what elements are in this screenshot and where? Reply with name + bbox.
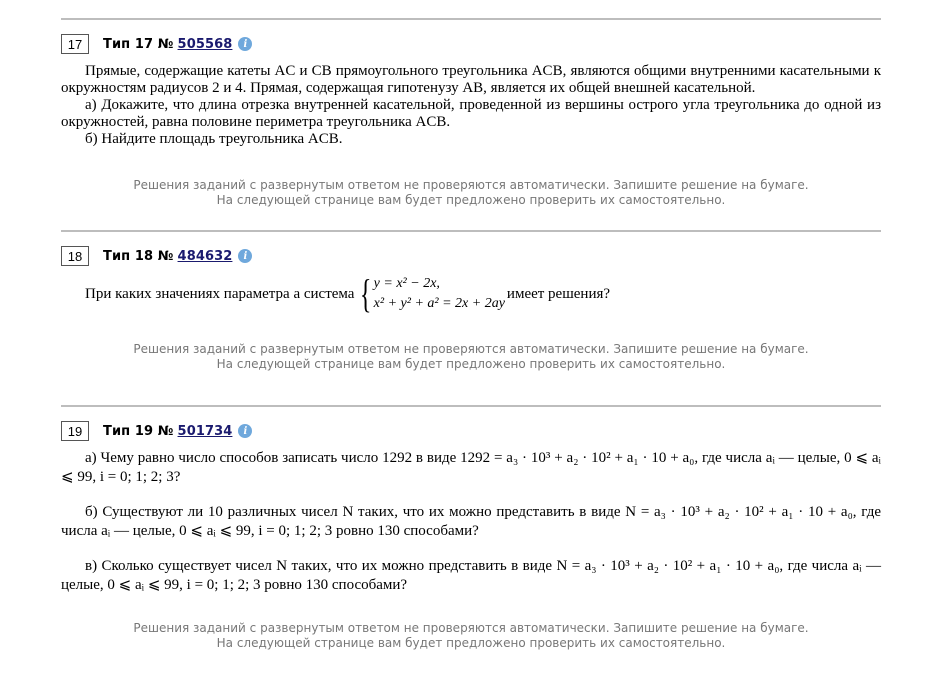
task-18	[61, 230, 881, 372]
task-number: 19	[61, 421, 89, 441]
task-body	[61, 449, 881, 595]
task-type	[103, 249, 232, 264]
task-part-b: б) Существуют ли 10 различных чисел N таких, что их можно представить в виде N = a₃ · 10³ + a₂ · 10² + a₁ · 10 + a₀, где числа aᵢ — целые, 0 ⩽ aᵢ ⩽ 99, i = 0; 1; 2; 3 ровно 130 способами?	[61, 504, 881, 539]
task-17	[61, 18, 881, 208]
task-part-a: а) Чему равно число способов записать число 1292 в виде 1292 = a₃ · 10³ + a₂ · 10² + a₁ · 10 + a₀, где числа aᵢ — целые, 0 ⩽ aᵢ ⩽ 99, i = 0; 1; 2; 3?	[61, 450, 881, 485]
note-line-2: На следующей странице вам будет предложено проверить их самостоятельно.	[216, 636, 726, 650]
task-id-link[interactable]: 505568	[177, 36, 233, 52]
self-check-note	[61, 342, 881, 372]
equation-1: y = x² − 2x,	[373, 276, 440, 291]
equation-system	[356, 271, 505, 316]
equation-2: x² + y² + a² = 2x + 2ay	[373, 296, 505, 311]
task-part-a: а) Докажите, что длина отрезка внутренней касательной, проведенной из вершины острого угла треугольника до одной из окружностей, равна половине периметра треугольника ACB.	[61, 97, 881, 130]
task-header	[61, 244, 881, 268]
task-id-link[interactable]: 501734	[177, 423, 233, 439]
note-line-1: Решения заданий с развернутым ответом не проверяются автоматически. Запишите решение на бумаге.	[133, 178, 809, 192]
info-icon[interactable]: i	[238, 249, 252, 263]
task-type	[103, 37, 232, 52]
note-line-1: Решения заданий с развернутым ответом не проверяются автоматически. Запишите решение на бумаге.	[133, 621, 809, 635]
task-number: 18	[61, 246, 89, 266]
info-icon[interactable]: i	[238, 424, 252, 438]
task-type-label: Тип 17 №	[103, 36, 174, 52]
brace-icon: {	[360, 271, 372, 316]
divider	[61, 18, 881, 20]
self-check-note	[61, 178, 881, 208]
task-type-label: Тип 19 №	[103, 423, 174, 439]
task-text-after: имеет решения?	[506, 285, 611, 302]
task-type-label: Тип 18 №	[103, 248, 174, 264]
task-id-link[interactable]: 484632	[177, 248, 233, 264]
task-text-before: При каких значениях параметра a система	[85, 285, 355, 302]
task-19	[61, 405, 881, 651]
note-line-2: На следующей странице вам будет предложено проверить их самостоятельно.	[216, 193, 726, 207]
divider	[61, 230, 881, 232]
divider	[61, 405, 881, 407]
note-line-2: На следующей странице вам будет предложено проверить их самостоятельно.	[216, 357, 726, 371]
task-body	[61, 271, 881, 316]
task-part-c: в) Сколько существует чисел N таких, что их можно представить в виде N = a₃ · 10³ + a₂ · 10² + a₁ · 10 + a₀, где числа aᵢ — целые, 0 ⩽ aᵢ ⩽ 99, i = 0; 1; 2; 3 ровно 130 способами?	[61, 558, 881, 593]
info-icon[interactable]: i	[238, 37, 252, 51]
task-header	[61, 419, 881, 443]
task-type	[103, 424, 232, 439]
task-number: 17	[61, 34, 89, 54]
task-body	[61, 63, 881, 148]
task-header	[61, 32, 881, 56]
task-statement: Прямые, содержащие катеты AC и CB прямоугольного треугольника ACB, являются общими внутренними касательными к окружностям радиусов 2 и 4. Прямая, содержащая гипотенузу AB, является их общей внешней касательной.	[61, 63, 881, 96]
note-line-1: Решения заданий с развернутым ответом не проверяются автоматически. Запишите решение на бумаге.	[133, 342, 809, 356]
self-check-note	[61, 621, 881, 651]
task-part-b: б) Найдите площадь треугольника ACB.	[85, 131, 343, 147]
